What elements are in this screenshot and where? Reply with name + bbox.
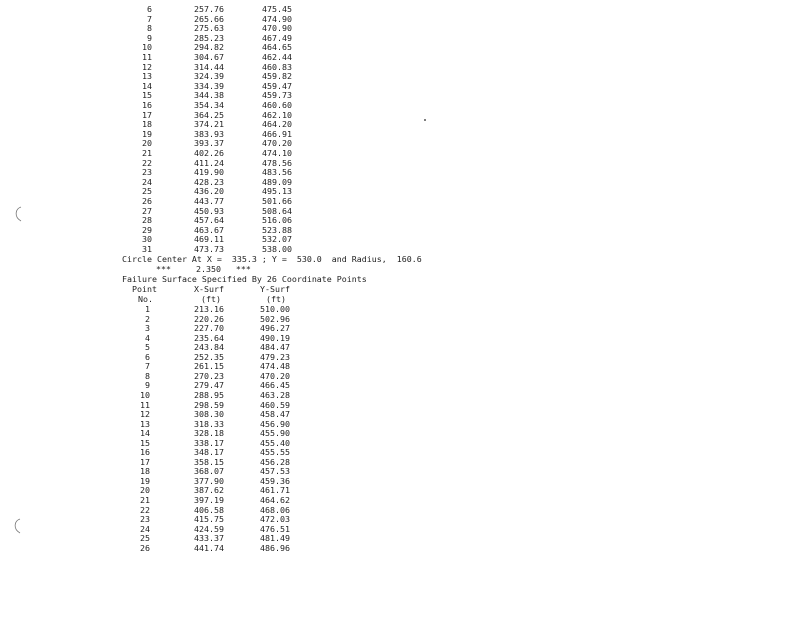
point-number: 25: [140, 533, 150, 544]
point-number: 5: [145, 342, 150, 353]
x-value: 463.67: [194, 224, 224, 235]
table-row: [0, 314, 800, 324]
point-number: 27: [142, 205, 152, 216]
x-value: 298.59: [194, 399, 224, 410]
x-value: 441.74: [194, 542, 224, 553]
y-value: 459.47: [262, 80, 292, 91]
x-value: 443.77: [194, 196, 224, 206]
y-value: 502.96: [260, 313, 290, 324]
y-value: 462.10: [262, 109, 292, 120]
table-row: [0, 409, 800, 419]
x-value: 328.18: [194, 428, 224, 439]
point-number: 21: [142, 148, 152, 158]
point-number: 16: [140, 447, 150, 458]
table-row: [0, 304, 800, 314]
x-value: 288.95: [194, 389, 224, 400]
y-value: 466.91: [262, 128, 292, 139]
y-value: 501.66: [262, 196, 292, 206]
point-number: 14: [140, 428, 150, 439]
point-number: 8: [145, 370, 150, 381]
point-number: 9: [145, 380, 150, 391]
point-number: 12: [142, 61, 152, 72]
table-row: [0, 543, 800, 553]
x-value: 308.30: [194, 409, 224, 420]
table-row: [0, 110, 800, 120]
y-value: 474.10: [262, 148, 292, 158]
table-row: [0, 52, 800, 62]
y-value: 496.27: [260, 323, 290, 334]
x-value: 318.33: [194, 418, 224, 429]
header-y-surf: Y-Surf: [260, 284, 290, 294]
point-number: 1: [145, 304, 150, 314]
y-value: 475.45: [262, 4, 292, 14]
table-row: [0, 158, 800, 168]
x-value: 348.17: [194, 447, 224, 458]
speck: [424, 119, 426, 121]
point-number: 8: [147, 23, 152, 34]
failure-surface-title: Failure Surface Specified By 26 Coordinate Points: [122, 274, 367, 284]
table-row: [0, 342, 800, 352]
y-value: 532.07: [262, 234, 292, 245]
x-value: 473.73: [194, 244, 224, 254]
table-row: [0, 447, 800, 457]
y-value: 478.56: [262, 157, 292, 168]
y-value: 455.55: [260, 447, 290, 458]
x-value: 393.37: [194, 138, 224, 149]
y-value: 510.00: [260, 304, 290, 314]
point-number: 13: [140, 418, 150, 429]
x-value: 419.90: [194, 167, 224, 178]
y-value: 470.20: [260, 370, 290, 381]
x-value: 227.70: [194, 323, 224, 334]
table-row: [0, 81, 800, 91]
point-number: 18: [142, 119, 152, 130]
factor-of-safety-line: *** 2.350 ***: [156, 264, 251, 274]
y-value: 467.49: [262, 32, 292, 43]
table-row: [0, 371, 800, 381]
table-row: [0, 138, 800, 148]
table-row: [0, 62, 800, 72]
y-value: 461.71: [260, 485, 290, 496]
x-value: 406.58: [194, 504, 224, 515]
circle-center-line: Circle Center At X = 335.3 ; Y = 530.0 and Radius, 160.6: [122, 254, 422, 264]
table-row: [0, 119, 800, 129]
point-number: 23: [140, 514, 150, 525]
y-value: 457.53: [260, 466, 290, 477]
table-row: [0, 148, 800, 158]
x-value: 433.37: [194, 533, 224, 544]
table-row: [0, 100, 800, 110]
y-value: 468.06: [260, 504, 290, 515]
y-value: 466.45: [260, 380, 290, 391]
point-number: 31: [142, 244, 152, 254]
point-number: 10: [142, 42, 152, 53]
y-value: 538.00: [262, 244, 292, 254]
table-row: [0, 428, 800, 438]
table-row: [0, 225, 800, 235]
table-row: [0, 215, 800, 225]
y-value: 460.83: [262, 61, 292, 72]
x-value: 402.26: [194, 148, 224, 158]
x-value: 270.23: [194, 370, 224, 381]
point-number: 4: [145, 332, 150, 343]
y-value: 481.49: [260, 533, 290, 544]
point-number: 23: [142, 167, 152, 178]
point-number: 13: [142, 71, 152, 82]
x-value: 397.19: [194, 495, 224, 505]
y-value: 489.09: [262, 176, 292, 187]
x-value: 213.16: [194, 304, 224, 314]
table-row: [0, 234, 800, 244]
x-value: 364.25: [194, 109, 224, 120]
y-value: 476.51: [260, 523, 290, 534]
x-value: 368.07: [194, 466, 224, 477]
table-row: [0, 466, 800, 476]
y-value: 460.60: [262, 100, 292, 110]
point-number: 22: [140, 504, 150, 515]
table-row: [0, 71, 800, 81]
x-value: 243.84: [194, 342, 224, 353]
y-value: 484.47: [260, 342, 290, 353]
table-row: [0, 380, 800, 390]
point-number: 21: [140, 495, 150, 505]
point-number: 10: [140, 389, 150, 400]
point-number: 6: [147, 4, 152, 14]
x-value: 354.34: [194, 100, 224, 110]
x-value: 457.64: [194, 215, 224, 226]
point-number: 11: [142, 52, 152, 62]
table-row: [0, 206, 800, 216]
y-value: 474.90: [262, 13, 292, 24]
x-value: 411.24: [194, 157, 224, 168]
x-value: 358.15: [194, 456, 224, 467]
x-value: 252.35: [194, 351, 224, 362]
y-value: 458.47: [260, 409, 290, 420]
y-value: 479.23: [260, 351, 290, 362]
header-x-unit: (ft): [201, 294, 221, 304]
x-value: 387.62: [194, 485, 224, 496]
point-number: 15: [142, 90, 152, 101]
y-value: 460.59: [260, 399, 290, 410]
point-number: 3: [145, 323, 150, 334]
y-value: 486.96: [260, 542, 290, 553]
table-row: [0, 129, 800, 139]
point-number: 2: [145, 313, 150, 324]
y-value: 470.90: [262, 23, 292, 34]
table-row: [0, 476, 800, 486]
table-row: [0, 90, 800, 100]
point-number: 24: [140, 523, 150, 534]
y-value: 464.65: [262, 42, 292, 53]
x-value: 261.15: [194, 361, 224, 372]
y-value: 495.13: [262, 186, 292, 197]
x-value: 383.93: [194, 128, 224, 139]
x-value: 334.39: [194, 80, 224, 91]
point-number: 12: [140, 409, 150, 420]
x-value: 324.39: [194, 71, 224, 82]
point-number: 7: [147, 13, 152, 24]
y-value: 455.40: [260, 437, 290, 448]
point-number: 29: [142, 224, 152, 235]
x-value: 377.90: [194, 475, 224, 486]
table-row: [0, 390, 800, 400]
table-row: [0, 495, 800, 505]
x-value: 415.75: [194, 514, 224, 525]
x-value: 235.64: [194, 332, 224, 343]
y-value: 456.28: [260, 456, 290, 467]
point-number: 7: [145, 361, 150, 372]
header-no: No.: [138, 294, 153, 304]
table-row: [0, 361, 800, 371]
point-number: 17: [140, 456, 150, 467]
point-number: 9: [147, 32, 152, 43]
table-row: [0, 167, 800, 177]
x-value: 428.23: [194, 176, 224, 187]
y-value: 464.20: [262, 119, 292, 130]
x-value: 265.66: [194, 13, 224, 24]
table-row: [0, 323, 800, 333]
header-x-surf: X-Surf: [194, 284, 224, 294]
y-value: 472.03: [260, 514, 290, 525]
point-number: 15: [140, 437, 150, 448]
x-value: 469.11: [194, 234, 224, 245]
x-value: 294.82: [194, 42, 224, 53]
table-row: [0, 333, 800, 343]
point-number: 30: [142, 234, 152, 245]
y-value: 516.06: [262, 215, 292, 226]
table-row: [0, 505, 800, 515]
x-value: 279.47: [194, 380, 224, 391]
table-row: [0, 33, 800, 43]
header-point: Point: [132, 284, 157, 294]
point-number: 26: [142, 196, 152, 206]
point-number: 20: [140, 485, 150, 496]
table2-header-2: [0, 294, 800, 304]
y-value: 456.90: [260, 418, 290, 429]
point-number: 22: [142, 157, 152, 168]
y-value: 490.19: [260, 332, 290, 343]
x-value: 314.44: [194, 61, 224, 72]
table-row: [0, 42, 800, 52]
point-number: 24: [142, 176, 152, 187]
point-number: 25: [142, 186, 152, 197]
x-value: 275.63: [194, 23, 224, 34]
point-number: 20: [142, 138, 152, 149]
table-row: [0, 485, 800, 495]
y-value: 462.44: [262, 52, 292, 62]
table-row: [0, 419, 800, 429]
y-value: 523.88: [262, 224, 292, 235]
table-row: [0, 23, 800, 33]
y-value: 508.64: [262, 205, 292, 216]
header-y-unit: (ft): [266, 294, 286, 304]
y-value: 464.62: [260, 495, 290, 505]
y-value: 463.28: [260, 389, 290, 400]
x-value: 436.20: [194, 186, 224, 197]
point-number: 19: [142, 128, 152, 139]
y-value: 459.36: [260, 475, 290, 486]
table-row: [0, 457, 800, 467]
table-row: [0, 4, 800, 14]
point-number: 18: [140, 466, 150, 477]
x-value: 304.67: [194, 52, 224, 62]
x-value: 344.38: [194, 90, 224, 101]
x-value: 338.17: [194, 437, 224, 448]
table2-header-1: [0, 284, 800, 294]
x-value: 257.76: [194, 4, 224, 14]
x-value: 374.21: [194, 119, 224, 130]
punch-hole-mark-top: [12, 205, 24, 223]
y-value: 459.82: [262, 71, 292, 82]
point-number: 14: [142, 80, 152, 91]
point-number: 26: [140, 542, 150, 553]
x-value: 424.59: [194, 523, 224, 534]
point-number: 6: [145, 351, 150, 362]
table-row: [0, 514, 800, 524]
x-value: 450.93: [194, 205, 224, 216]
point-number: 16: [142, 100, 152, 110]
table-row: [0, 196, 800, 206]
table-row: [0, 14, 800, 24]
y-value: 455.90: [260, 428, 290, 439]
y-value: 470.20: [262, 138, 292, 149]
y-value: 459.73: [262, 90, 292, 101]
point-number: 19: [140, 475, 150, 486]
point-number: 17: [142, 109, 152, 120]
x-value: 220.26: [194, 313, 224, 324]
x-value: 285.23: [194, 32, 224, 43]
table-row: [0, 186, 800, 196]
table-row: [0, 352, 800, 362]
table-row: [0, 244, 800, 254]
table-row: [0, 400, 800, 410]
table-row: [0, 438, 800, 448]
point-number: 28: [142, 215, 152, 226]
y-value: 483.56: [262, 167, 292, 178]
y-value: 474.48: [260, 361, 290, 372]
table-row: [0, 177, 800, 187]
table-row: [0, 533, 800, 543]
table-row: [0, 524, 800, 534]
punch-hole-mark-bottom: [11, 517, 23, 535]
point-number: 11: [140, 399, 150, 410]
